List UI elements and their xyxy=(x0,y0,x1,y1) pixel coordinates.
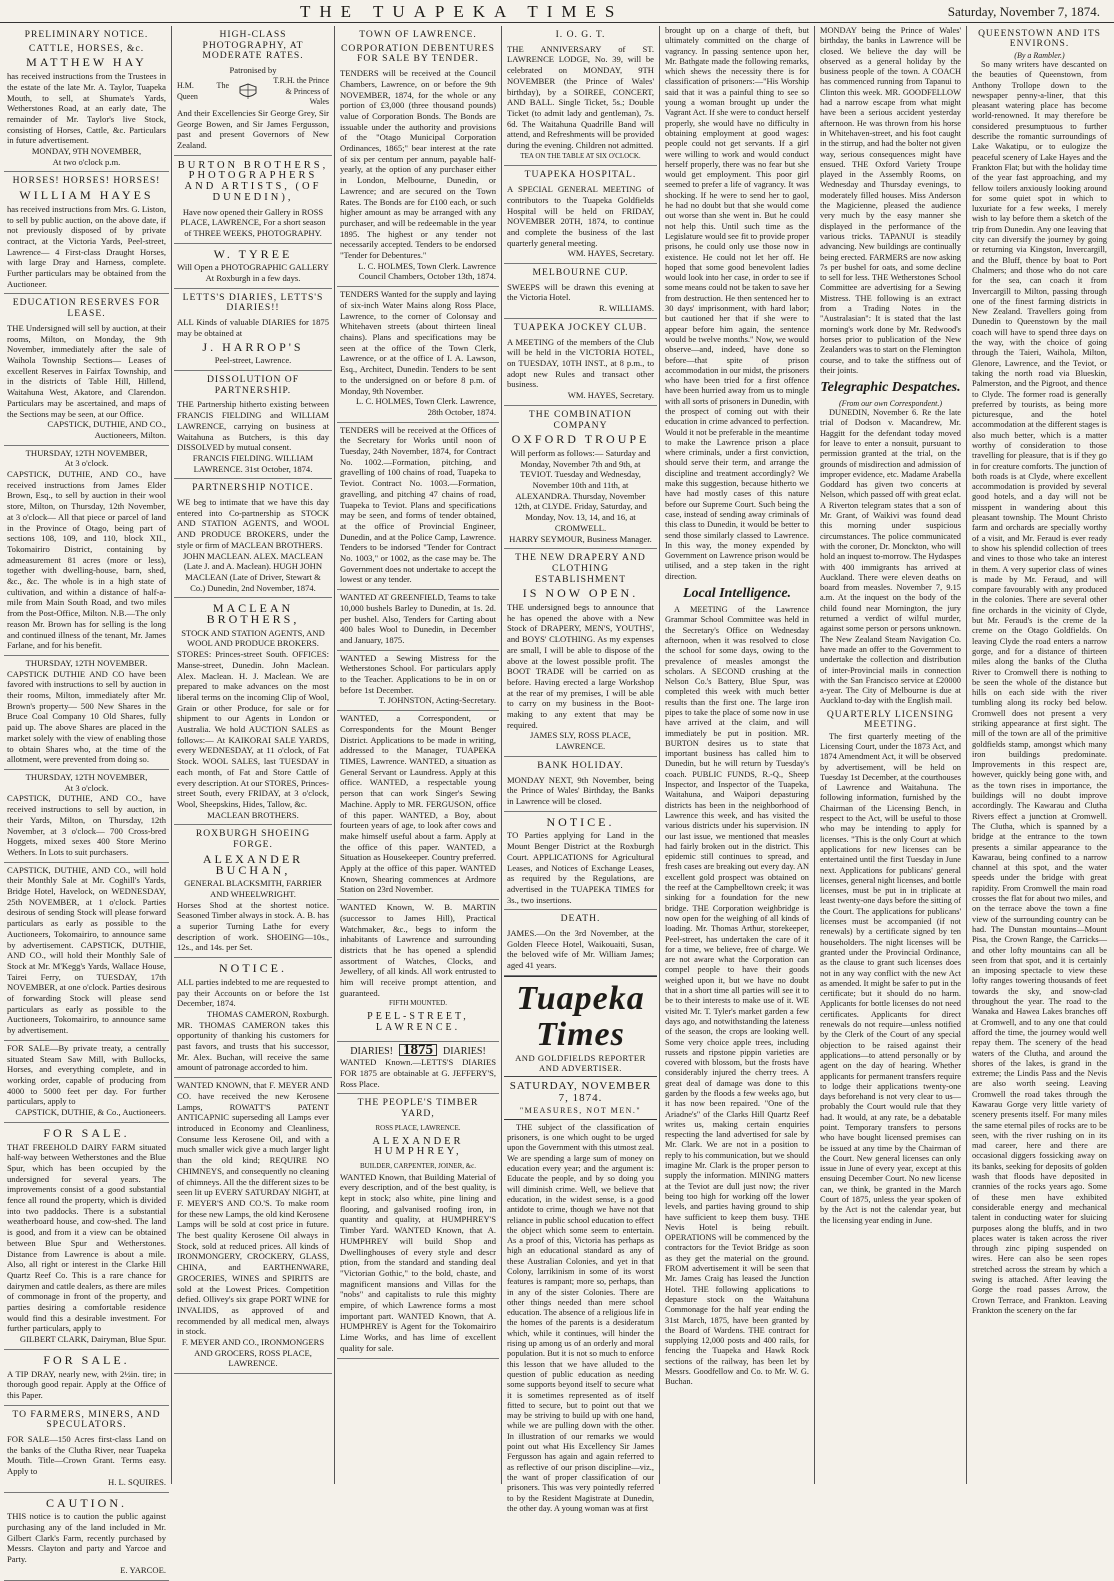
ad-signature: GILBERT CLARK, Dairyman, Blue Spur. xyxy=(19,1334,166,1345)
ad-body: has received instructions from the Trustees in the estate of the late Mr. A. Taylor, Tuapeka Mouth, to sell, at Shumate's Yards, Wetherstones Road, at an early date, The remainder of Mr. Taylor's live Stock, consisting of Horses, Cattle, &c. Particulars in future advertisement. xyxy=(7,71,166,146)
ad-signature: T. JOHNSTON, Acting-Secretary. xyxy=(378,695,496,706)
ad-photography xyxy=(174,26,332,156)
ad-maclean-brothers xyxy=(174,598,332,825)
ad-signature: WM. HAYES, Secretary. xyxy=(567,248,654,259)
ad-melbourne-cup xyxy=(504,264,657,319)
ad-signature: MACLEAN BROTHERS. xyxy=(207,809,299,820)
ad-heading: EDUCATION RESERVES FOR LEASE. xyxy=(12,297,161,320)
ad-signature: CAPSTICK, DUTHIE, & Co., Auctioneers. xyxy=(15,1107,166,1118)
nameplate-subtitle: AND GOLDFIELDS REPORTER AND ADVERTISER. xyxy=(515,1052,646,1073)
ad-banner: IS NOW OPEN. xyxy=(522,586,639,601)
column-rule xyxy=(814,26,815,1484)
ad-subheading: FIFTH MOUNTED. xyxy=(389,999,447,1008)
ad-body: JAMES.—On the 3rd November, at the Golden Fleece Hotel, Waikouaiti, Susan, the beloved wife of Mr. William James; aged 41 years. xyxy=(507,928,654,971)
ad-heading: CAUTION. xyxy=(46,1495,127,1510)
ad-wanted xyxy=(337,711,499,900)
ad-date: THURSDAY, 12TH NOVEMBER. xyxy=(25,657,148,668)
column-3 xyxy=(337,26,499,1484)
ad-dairy-farm xyxy=(4,1123,169,1350)
ad-body: A MEETING of the members of the Club will be held in the VICTORIA HOTEL, on TUESDAY, 10TH INST., at 8 p.m., to adopt new Rules and transact other business. xyxy=(507,336,654,390)
ad-notice-land xyxy=(504,812,657,911)
masthead-date: Saturday, November 7, 1874. xyxy=(947,4,1100,19)
local-notes-continued: MONDAY being the Prince of Wales' birthday, the banks in Lawrence will be closed. We believe the day will be observed as a general holiday by the business people of the town. A COACH has commenced running from Tapanui to Clinton this week. MR. GOODFELLOW had a narrow escape from what might have been a serious accident yesterday afternoon. He was thrown from his horse in Whitehaven-street, and his foot caught in the stirrup, and had the bolter not given way, serious consequences might have ensued. THE Oxford Variety Troupe played in the Assembly Rooms, on Wednesday and Thursday evenings, to moderately filled houses. Miss Anderson the Magicienne, pleased the audience very much by the easy manner she displayed in the performance of the various tricks. TAPANUI is steadily advancing. New buildings are continually being erected. FARMERS are now asking 7s per bushel for oats, and some decline to sell for less. THE Wetherstones School Committee are advertising for a Sewing Mistress. THE following is an extract from a Trading Notes in the "Australasian": It is stated that the last morning's work done by Mr. Redwood's horses prior to publication of the New Zealanders was to start on the Flemington course, and to take the stiffness out of their joints. xyxy=(820,26,961,375)
ad-body: Have now opened their Gallery in ROSS PLACE, LAWRENCE, For a short season of THREE WEEKS, PHOTOGRAPHY. xyxy=(180,206,326,238)
ad-thursday-land-sale xyxy=(4,446,169,656)
ad-body: Horses Shod at the shortest notice. Seasoned Timber always in stock. A. B. has a superior Turning Lathe for every description of work. SHOEING—10s., 12s., and 14s. per Set. xyxy=(177,899,329,953)
diaries-year: 1875 xyxy=(399,1044,437,1057)
ad-oxford-troupe xyxy=(504,406,657,549)
ad-body: THE undersigned begs to announce that he has opened the above with a New Stock of DRAPERY, MEN'S, YOUTHS', and BOYS' CLOTHING. As my expenses are small, I will be able to dispose of the above at the lowest possible profit. The BOOT TRADE will be carried on as before. Having erected a large Workshop at the rear of my premises, I will be able to carry on my business in the Boot-making to any extent that may be required. xyxy=(507,602,654,730)
ad-auctioneer-name: MATTHEW HAY xyxy=(26,55,147,70)
ad-body: Will perform as follows:— Saturday and Monday, November 7th and 9th, at TEVIOT. Tuesday and Wednesday, November 10th and 11th, at ALEXANDRA. Thursday, November 12th, at CLYDE. Friday, Saturday, and Monday, Nov. 13, 14, and 16, at CROMWELL. xyxy=(510,447,651,533)
ad-iogt xyxy=(504,26,657,166)
ad-signature: R. WILLIAMS. xyxy=(599,303,654,314)
local-intelligence-heading: Local Intelligence. xyxy=(682,586,792,602)
ad-body: TENDERS Wanted for the supply and laying of six-inch Water Mains along Ross Place, Lawrence, to the corner of Colonsay and Whitehaven streets (about thirteen lineal chains). Plans and specifications may be seen at the office of the Town Clerk, Lawrence, or at the office of I. A. Lawson, Esq., Architect, Dunedin. Tenders to be sent to the undersigned on or before 8 p.m. of Monday, 9th November. xyxy=(340,289,496,396)
ad-farmers xyxy=(4,1406,169,1493)
ad-body: THIS notice is to caution the public against purchasing any of the land included in Mr. Gilbert Clark's Farm, recently purchased by Messrs. Clayton and party and Yarcoe and Party. xyxy=(7,1511,166,1565)
ad-water-mains xyxy=(337,287,499,422)
ad-meyer xyxy=(174,1078,332,1374)
ad-tyree xyxy=(174,244,332,289)
ad-body: WANTED Known, W. B. MARTIN (successor to James Hill), Practical Watchmaker, &c., begs to inform the inhabitants of Lawrence and surrounding districts that he has opened a splendid assortment of Watches, Clocks, and Jewellery, of all kinds. All work entrusted to him will receive prompt attention, and guaranteed. xyxy=(340,902,496,998)
ad-body: WANTED KNOWN, that F. MEYER AND CO. have received the new Kerosene Lamps, ROWATT'S PATENT ANTICAPNIC superseding all Lamps ever introduced in Economy and Cleanliness, Consume less Kerosene Oil, and with a much smaller wick give a much larger light than the old kind; REQUIRE NO CHIMNEYS, and consequently no cleaning of chimneys. All the the different sizes to be seen lit up EVERY SATURDAY NIGHT, at F. MEYER'S AND CO.'S. To make room for these new Lamps, the old kind Kerosene Lamps will be sold at cost price in future. The best quality Kerosene Oil always in Stock, sold at reduced prices. All kinds of IRONMONGERY, CROCKERY, GLASS, CHINA, and EARTHENWARE, GROCERIES, WINES and SPIRITS are sold at the Lowest Prices. Competition defied. Ollivey's six grape PORT WINE for INVALIDS, as approved of and recommended by all medical men, always in stock. xyxy=(177,1080,329,1337)
queenstown-byline: (By a Rambler.) xyxy=(1014,51,1065,60)
ad-caution xyxy=(4,1493,169,1581)
ad-body: WE beg to intimate that we have this day entered into Co-partnership as STOCK AND STATION AGENTS, and WOOL AND PRODUCE BROKERS, under the style or firm of MACLEAN BROTHERS. xyxy=(177,497,329,550)
ad-address: Peel-street, Lawrence. xyxy=(214,355,292,366)
ad-signature: JOHN MACLEAN. ALEX. MACLEAN (Late J. and A. Maclean). HUGH JOHN MACLEAN (Late of Driver, Stewart & Co.) Dunedin, 2nd November, 1874. xyxy=(182,550,324,593)
ad-body: ALL Kinds of valuable DIARIES for 1875 may be obtained at xyxy=(177,317,329,338)
ad-firm-name: W. TYREE xyxy=(213,246,293,261)
ad-signature: FRANCIS FIELDING. WILLIAM LAWRENCE. 31st October, 1874. xyxy=(192,452,314,474)
ad-body: FOR SALE—150 Acres first-class Land on the banks of the Clutha River, near Tuapeka Mouth. Title—Crown Grant. Terms easy. Apply to xyxy=(7,1434,166,1477)
ad-heading: PRELIMINARY NOTICE. xyxy=(24,29,149,40)
ad-body: WANTED Known.—LETTS'S DIARIES FOR 1875 are obtainable at G. JEFFERY'S, Ross Place. xyxy=(340,1057,496,1089)
ad-body: CAPSTICK, DUTHIE, AND CO., have received instructions to sell by auction, in their Yards, Milton, on Thursday, 12th November, at 3 o'clock— 700 Cross-bred Hoggets, mixed sexes 400 Store Merino Wethers. In Lots to suit purchasers. xyxy=(7,793,166,857)
column-rule xyxy=(501,26,502,1484)
ad-heading: FOR SALE. xyxy=(43,1352,130,1367)
diaries-left: DIARIES! xyxy=(350,1045,393,1057)
column-2 xyxy=(174,26,332,1484)
ad-body: CAPSTICK, DUTHIE, AND CO., have received instructions from James Elder Brown, Esq., to sell by auction in their wool store, Milton, on Thursday, 12th November, at 3 o'clock— All that piece or parcel of land in the Province of Otago, being part of sections 108, 109, and 110, block XII., Tokomairiro District, containing by admeasurement 81 acres (more or less), together with dwelling-house, barn, shed, &c., &c. The whole is in a high state of cultivation, and within a distance of half-a-mile from Main South Road, and two miles from the Post-Office, Milton. N.B.—The only reason Mr. Brown has for selling is the long and continued illness of the tenant, Mr. James Farlane, and for his benefit. xyxy=(7,469,166,651)
royal-crest-icon xyxy=(237,83,259,101)
ad-dissolution xyxy=(174,371,332,479)
ad-signature: WM. HAYES, Secretary. xyxy=(567,390,654,401)
column-6 xyxy=(817,26,964,1484)
editorial-continued: brought up on a charge of theft, but ultimately committed on the charge of vagrancy. In passing sentence upon her, Mr. Bathgate made the following remarks, which shews the necessity there is for classification of prisoners:—"His Worship said that it was a painful thing to see so young a woman brought up under the Vagrant Act. If she were to conduct herself properly, she would have no difficulty in obtaining employment at good wages: people could not get servants. If a girl were willing to work and would conduct herself properly, there was no fear but she would get employment. This poor girl seemed to prefer a life of vagrancy. It was shocking. If he were to send her to gaol, he had no doubt but that she would come out worse than she went in. But he could not help this. Until such time as the Legislature would see fit to provide proper prisons, he could only use those now in existence. He could not let her off. He hoped that some good benevolent ladies would look into her case, in order to see if some means could not be taken to save her from destruction. He then sentenced her to 30 days' imprisonment, with hard labor; but cautioned her that if she were to appear before him again, the sentence would be twelve months." Now, we would observe—and, indeed, have done so before—that spite of prison accommodation in our midst, the prisoners who have been tried for a first offence have been hurried away from us to mingle with all sorts of prisoners in Dunedin, with the prospect of coming out with their education in crime advanced to perfection. Would it not be preferable in the meantime to make the Lawrence prison a place where criminals, under a first conviction, should serve their term, and arrange the discipline and treatment accordingly? We make this suggestion, because hitherto we have had mostly cases of this nature before our Supreme Court. Such being the case, instead of sending away criminals of this class to Dunedin, it would be better to send those similarly classed to Lawrence. In this way, the money expended by Government on Lawrence prison would be utilised, and a step taken in the right direction. xyxy=(665,26,809,581)
ad-body: has received instructions from Mrs. G. Liston, to sell by public auction, on the above date, if not previously disposed of by private contract, at the Victoria Yards, Peel-street, Lawrence— 4 First-class Draught Horses, with large Dray and Harness, complete. Further particulars may be obtained from the Auctioneer. xyxy=(7,203,166,289)
ad-heading: I. O. G. T. xyxy=(555,29,606,40)
queenstown-heading: QUEENSTOWN AND ITS ENVIRONS. xyxy=(978,29,1101,49)
ad-body: Will Open a PHOTOGRAPHIC GALLERY At Roxburgh in a few days. xyxy=(177,262,329,284)
ad-road-tenders xyxy=(337,423,499,591)
ad-signature: CAPSTICK, DUTHIE, AND CO., Auctioneers, Milton. xyxy=(47,419,166,440)
column-7 xyxy=(969,26,1110,1484)
ad-body: A TIP DRAY, nearly new, with 2½in. tire; in thorough good repair. Apply at the Office of this Paper. xyxy=(7,1368,166,1400)
diaries-banner xyxy=(340,1041,496,1058)
ad-jockey-club xyxy=(504,319,657,406)
ad-heading: FOR SALE. xyxy=(43,1125,130,1140)
column-rule xyxy=(334,26,335,1484)
royal-arms-row xyxy=(177,76,329,108)
nameplate xyxy=(504,976,657,1120)
ad-subheading: CORPORATION DEBENTURES FOR SALE BY TENDER. xyxy=(341,42,495,65)
ad-trade: BUILDER, CARPENTER, JOINER, &c. xyxy=(359,1161,477,1170)
ad-signature: J. HARROP'S xyxy=(202,339,304,354)
ad-heading: THE PEOPLE'S TIMBER YARD, xyxy=(357,1097,479,1120)
ad-body: THE ANNIVERSARY of ST. LAWRENCE LODGE, No. 39, will be celebrated on MONDAY, 9TH NOVEMBER (the Prince of Wales' birthday), by a SOIREE, CONCERT, AND BALL. Single Ticket, 5s.; Double Ticket (to admit lady and gentleman), 7s. 6d. The Waitahuna Quadrille Band will attend, and Refreshments will be provided during the evening. Children not admitted. xyxy=(507,43,654,151)
ad-subheading: GENERAL BLACKSMITH, FARRIER AND WHEELWRIGHT. xyxy=(184,878,322,899)
ad-date: THURSDAY, 12TH NOVEMBER, xyxy=(25,447,148,458)
ad-address: PEEL-STREET, LAWRENCE. xyxy=(367,1011,469,1033)
ad-signature: F. MEYER AND CO., IRONMONGERS AND GROCERS, ROSS PLACE, LAWRENCE. xyxy=(181,1337,325,1369)
ad-firm-name: OXFORD TROUPE xyxy=(511,432,650,447)
ad-body-2: MR. THOMAS CAMERON takes this opportunity of thanking his customers for past favors, and trusts that his successor, Mr. Alex. Buchan, will receive the same amount of patronage accorded to him. xyxy=(177,1019,329,1073)
ad-monthly-sales xyxy=(4,863,169,1041)
ad-body: THAT FREEHOLD DAIRY FARM situated half-way between Wetherstones and the Blue Spur, which has been occupied by the undersigned for several years. The improvements consist of a good substantial fence all round the property, which is divided into two paddocks. There is a substantial weatherboard house, and cow-shed. The land is good, and from it a view can be obtained between Blue Spur and Wetherstones. Distance from Lawrence is about a mile. Also, all right or interest in the Clarke Hill Quartz Reef Co. This is a rare chance for dairymen and cattle dealers, as there are miles of commonage in front of the property, and parties desiring a comfortable residence would find this a desirable investment. For further particulars, apply to xyxy=(7,1141,166,1334)
ad-firm-name: ALEXANDER BUCHAN, xyxy=(202,851,304,877)
ad-body: TENDERS will be received at the Offices of the Secretary for Works until noon of Tuesday, 24th November, 1874, for Contract No. 1002.—Formation, pitching, and gravelling of 100 chains of road, Tuapeka to Teviot. Contract No. 1003.—Formation, gravelling, and pitching 47 chains of road, Tuapeka to Teviot. Plans and specifications may be seen, and forms of tender obtained, at the office of Provincial Engineer, Dunedin, and at the Police Camp, Lawrence. Tenders to be indorsed "Tender for Contract No. 1003," or 1002, as the case may be. The Government does not undertake to accept the lowest or any tender. xyxy=(340,424,496,585)
ad-time: At two o'clock p.m. xyxy=(52,156,121,167)
ad-signature: HARRY SEYMOUR, Business Manager. xyxy=(509,533,652,544)
ad-signature: H. L. SQUIRES. xyxy=(107,1476,166,1487)
nameplate-date: SATURDAY, NOVEMBER 7, 1874. xyxy=(504,1076,657,1104)
quarterly-heading: QUARTERLY LICENSING MEETING. xyxy=(826,709,955,730)
telegraphic-subheading: (From our own Correspondent.) xyxy=(839,399,942,409)
column-rule xyxy=(966,26,967,1484)
telegraphic-heading: Telegraphic Despatches. xyxy=(820,380,961,396)
ad-heading: NOTICE. xyxy=(219,961,287,976)
ad-horses xyxy=(4,172,169,294)
diaries-right: DIARIES! xyxy=(443,1045,486,1057)
ad-body: THE Partnership hitherto existing between FRANCIS FIELDING and WILLIAM LAWRENCE, carrying on business at Waitahuna as Butchers, is this day DISSOLVED by mutual consent. xyxy=(177,399,329,453)
ad-heading: PARTNERSHIP NOTICE. xyxy=(192,482,314,494)
ad-heading: MELBOURNE CUP. xyxy=(532,267,629,279)
ad-signature: L. C. HOLMES, Town Clerk. Lawrence, 28th October, 1874. xyxy=(355,396,496,417)
columns xyxy=(4,26,1110,1575)
column-1 xyxy=(4,26,169,1575)
ad-thursday-shares xyxy=(4,656,169,770)
ad-tip-dray xyxy=(4,1350,169,1406)
ad-body: WANTED a Sewing Mistress for the Wetherstones School. For particulars apply to the Teacher. Applications to be in on or before 1st December. xyxy=(340,652,496,695)
ad-body: WANTED Known, that Building Material of every description, and of the best quality, is kept in stock; also white, pine lining and flooring, and galvanised roofing iron, in quantity and quality, at HUMPHREY'S Timber Yard. WANTED Known, that A. HUMPHREY will build Shop and Dwellinghouses of every style and descr ption, from the standard and standing deal "Victorian Gothic," to the bold, chaste, and magnificent mansions and Villas for the "nobs" and capitalists to rule this mighty empire, of which Lawrence forms a most important part. WANTED Known, that A. HUMPHREY is Agent for the Tokomairiro Lime Works, and has lime of excellent quality for sale. xyxy=(340,1171,496,1353)
ad-martin-watchmaker xyxy=(337,900,499,1041)
ad-heading: TUAPEKA JOCKEY CLUB. xyxy=(513,321,648,333)
ad-body: ALL parties indebted to me are requested to pay their Accounts on or before the 1st December, 1874. xyxy=(177,976,329,1009)
ad-heading: ROXBURGH SHOEING FORGE. xyxy=(195,828,311,851)
ad-saw-mill xyxy=(4,1041,169,1123)
ad-hospital xyxy=(504,166,657,264)
ad-drapery xyxy=(504,549,657,757)
ad-heading: DEATH. xyxy=(560,913,601,925)
ad-heading: TO FARMERS, MINERS, AND SPECULATORS. xyxy=(12,1408,161,1431)
ad-signature: JAMES SLY, ROSS PLACE, LAWRENCE. xyxy=(530,730,631,752)
ad-heading: HORSES! HORSES! HORSES! xyxy=(12,175,161,187)
ad-heading: BANK HOLIDAY. xyxy=(537,759,624,771)
ad-body: MONDAY NEXT, 9th November, being the Prince of Wales' Birthday, the Banks in Lawrence will be closed. xyxy=(507,774,654,806)
ad-heading: TUAPEKA HOSPITAL. xyxy=(524,169,637,181)
ad-heading: HIGH-CLASS PHOTOGRAPHY, AT MODERATE RATES. xyxy=(202,29,304,62)
queenstown-text: So many writers have descanted on the beauties of Queenstown, from Anthony Trollope down to the newspaper penny-a-liner, that this pleasant watering place has become world-renowned. It may therefore be considered presumptuous to further describe the romantic surroundings of Lake Wakatipu, or to eulogize the peaceful scenery of Lake Hayes and the Frankton Flat; but with the holiday time of the year fast approaching, and my fellow toilers anxiously looking around for some quiet spot in which to luxuriate for a few weeks, I merely wish to lay before them a sketch of the trip from Dunedin. Any one leaving that city can diversify the journey by going or returning via Kingston, Invercargill, and the Bluff, thence by boat to Port Chalmers; and those who do not care for the sea, can coach it from Invercargill to Milton, passing through one of the finest farming districts in New Zealand. Travellers going from Dunedin to Queenstown by the mail coach will have to spend three days on the way, with the choice of going through the Taieri, Waihola, Milton, Glenore, Lawrence, and the Teviot, or taking the north road via Blueskin, Palmerston, and the Pigroot, and thence to Clyde. The former road is generally preferred by tourists, as being more picturesque, and the hotel accommodation at the different stages is also much better, which is a matter worthy of consideration to those travelling for pleasure, that is if they go in for creature comforts. The junction of both roads is at Clyde, where excellent accommodation is provided by several good hotels, and a day will not be misspent in wandering about this pleasant township. The Mount Christo farm and orchards are specially worthy of a visit, and Mr. Feraud is ever ready to show his splendid collection of trees and vines to those who take an interest in them. A very superior class of wines is made by Mr. Feraud, and will compare favourably with any produced in the colonies. There are several other fine orchards in the vicinity of Clyde, but Mr. Feraud's is the creme de la creme on the Otago Goldfields. On leaving Clyde the road enters a narrow gorge, and for a distance of thirteen miles along the banks of the Clutha River to Cromwell there is nothing to be seen the whole of the distance but hills on each side with the river tumbling along its rocky bed below. Cromwell does not present a very striking appearance at first sight. The mill of the town are all of the primitive goldfields stamp, amongst which many iron buildings predominate. Improvements in this respect are, however, quickly being gone with, and as the town rises in importance, the buildings will no doubt improve accordingly. The Kawarau and Clutha Rivers effect a junction at Cromwell. The Clutha, which is spanned by a bridge at the entrance to the town presents a similar appearance to the Kawarau, being confined to a narrow channel at this spot, and the water speeds under the bridge with great rapidity. From Cromwell the main road crosses the flat for about two miles, and on the terrace above the town a fine view of the surrounding country can be had. The Dunstan mountains—Mount Pisa, the Crown Range, the Carricks—and other lofty mountains can all be seen from that spot, and it is certainly an imposing spectacle to view these lofty ranges towering thousands of feet towards the sky, and snow-clad throughout the year. The road to the Wanaka and Hawea Lakes branches off at Cromwell, and to any one that could afford the time, the journey would well repay them. The scenery of the head waters of the Clutha, and around the shores of the lakes, is grand in the extreme; the Lindis Pass and the Nevis are also worth seeing. Leaving Cromwell the road takes through the Kawarau Gorge very little variety of scenery presents itself. For many miles the same eternal piles of rocks are to be seen, with the river rushing on in its mad career, here and there are occasional diggers fossicking away on its banks, seeking for deposits of golden wash that floods have deposited in crannies of the rocks years ago. Some of these men have exhibited considerable energy and mechanical talent in conducting water for sluicing purposes along the bluffs, and in two places water is taken across the river through zinc piping suspended on wires. Here can also be seen ropes stretched across the stream by which a swing is attached. After leaving the Gorge the road passes Arrow, the Crown Terrace, and Frankton. Leaving Frankton the scenery on the far xyxy=(972,60,1107,1315)
masthead xyxy=(0,0,1114,23)
ad-preliminary-notice xyxy=(4,26,169,172)
ad-sewing-mistress xyxy=(337,651,499,712)
ad-firm-name: BURTON BROTHERS, PHOTOGRAPHERS AND ARTISTS, (OF DUNEDIN), xyxy=(177,159,329,203)
ad-heading: DISSOLUTION OF PARTNERSHIP. xyxy=(206,373,300,396)
ad-subheading: CATTLE, HORSES, &c. xyxy=(28,42,145,54)
ad-date: MONDAY, 9TH NOVEMBER, xyxy=(31,146,142,157)
ad-heading: THE NEW DRAPERY AND CLOTHING ESTABLISHMENT xyxy=(515,552,646,585)
patron-left: H.M. The Queen xyxy=(177,81,229,101)
ad-heading: LETTS'S DIARIES, LETTS'S DIARIES!! xyxy=(182,291,324,314)
ad-death xyxy=(504,910,657,976)
ad-signature: THOMAS CAMERON, Roxburgh. xyxy=(206,1008,329,1019)
ad-body: A SPECIAL GENERAL MEETING of contributors to the Tuapeka Goldfields Hospital will be held on FRIDAY, NOVEMBER 20TH, 1874, to continue and complete the business of the last quarterly general meeting. xyxy=(507,184,654,248)
ad-subheading: STOCK AND STATION AGENTS, AND WOOL AND PRODUCE BROKERS. xyxy=(181,627,325,649)
patron-right: T.R.H. the Prince & Princess of Wales xyxy=(273,75,329,107)
ad-body: SWEEPS will be drawn this evening at the Victoria Hotel. xyxy=(507,281,654,303)
ad-patron-line: Patronised by xyxy=(229,65,277,76)
quarterly-text: The first quarterly meeting of the Licensing Court, under the 1873 Act, and 1874 Amendment Act, it will be observed by advertisement, will be held on Tuesday 1st December, at the courthouses of Lawrence and Waitahuna. The following information, furnished by the Chairman of the Licensing Bench, in respect to the Act, will be useful to those who may be intending to apply for licenses. "This is the only Court at which applications for new licenses can be entertained until the first Tuesday in June next. Applications for publicans' general licenses, general night licenses, and bottle licenses, must be put in in triplicate at least twenty-one days before the sitting of the Court. The applications for publicans' licenses must be accompanied (if not renewals) by a certificate signed by ten householders. The night licenses will be granted under the Provincial Ordinance, as the clause to grant such licenses does not in any way conflict with the new Act as amended. It might be safer to put in the certificate; but it should do no harm. Applicants for bottle licenses do not need certificates. Applicants for direct renewals do not require—unless notified by the Clerk of the Court of any special objection to be raised against their applications—to attend personally or by agent on the day of hearing. Whether applicants for permanent transfers require to lodge their applications twenty-one days beforehand is not very clear to us—probably the Court would rule that they had. It would, at any rate, be a debatable point. Temporary transfers to persons who have bought licensed premises can be issued at any time by the Chairman of the Court. New general licenses can only issue in June of every year, except at this ensuing December Court. No new license can, we think, be granted in the March Court of 1875, unless the year spoken of by the Act is not the calendar year, but the licensing year ending in June. xyxy=(820,731,961,1225)
column-5 xyxy=(662,26,812,1484)
ad-time: At 3 o'clock. xyxy=(64,782,109,793)
ad-body: STORES: Princes-street South. OFFICES: Manse-street, Dunedin. John Maclean. Alex. Maclean. H. J. Maclean. We are prepared to make advances on the most liberal terms on the incoming Clip of Wool, Grain or other Produce, for sale or for shipment to our Agents in London or Australia. We hold AUCTION SALES as follows:— At KAIKORAI SALE YARDS, every WEDNESDAY, at 11 o'clock, of Fat Stock. WOOL SALES, last TUESDAY in each month, of Fat and Store Cattle of every description. At our STORES, Princes-street South, every FRIDAY, at 3 o'clock, Wool, Sheepskins, Hides, Tallow, &c. xyxy=(177,649,329,809)
editorial-paragraph: THE subject of the classification of prisoners, is one which ought to be urged upon the Government with this utmost zeal. We are spending a large sum of money on education every year; and the argument is: Educate the people, and by so doing you will diminish crime. Well, we believe that education, in the widest sense, is a good antidote to crime, though we have not that reliance in public school education to effect the object which some seem to entertain. As a proof of this, Victoria has perhaps as high an educational standard as any of these Australian Colonies, and yet in that Colony, larrikinism in some of its worst features is rampant; more so, perhaps, than in any of the sister Colonies. There are other things needed than mere school education. The absence of a religious life in the homes of the parents is a desideratum which, while it continues, will hinder the rising up among us of an orderly and moral population. But it is not so much to enforce this lesson that we have alluded to the question of public education as needing some supports beyond itself to secure what it is sometimes represented as of itself fitted to secure, but to point out that we may be striving to build up with one hand, while we are pulling down with the other. In illustration of our remarks we would point out what His Excellency Sir James Fergusson has again and again referred to as reflective of our prison discipline—viz., the want of proper classification of our prisoners. This was very pointedly referred to by the Resident Magistrate at Dunedin, the other day. A young woman was at first xyxy=(507,1122,654,1513)
ad-diaries-1875 xyxy=(337,1042,499,1095)
ad-body: WANTED, a Correspondent, or Correspondents for the Mount Benger District. Applications to be made in writing, addressed to the Manager, TUAPEKA TIMES, Lawrence. WANTED, a situation as General Servant or Laundress. Apply at this office. WANTED, a respectable young person that can work Singer's Sewing Machine. Apply to MR. FERGUSON, office of this paper. WANTED, a Boy, about fourteen years of age, to look after cows and make himself useful about a farm. Apply at the office of this paper. WANTED, a Situation as Housekeeper. Country preferred. Apply at the office of this paper. WANTED Known, Shearing commences at Ardmore Station on 23rd November. xyxy=(340,713,496,895)
telegraphic-text: DUNEDIN, November 6. Re the late trial of Dodson v. Macandrew, Mr. Haggitt for the defendant today moved for leave to enter a nonsuit, pursuant to permission granted at the trial, on the grounds of misdirection and admission of improper evidence, etc. Madame Arabella Goddard has given two concerts at Nelson, which passed off with great eclat. A Riverton telegram states that a son of Mr. Grant, of Waikivi was found dead this morning under suspicious circumstances. The police communicated with the coroner, Dr. Monckton, who will hold an inquest to-morrow. The Hydaspes with 400 immigrants has arrived at Auckland. There were eleven deaths on board from measles. November 7, 9.15 a.m. At the inquest on the body of the child found near Mornington, the jury returned a verdict of wilful murder, against some person or persons unknown. The New Zealand Steam Navigation Co. have made an offer to the Government to undertake the collection and distribution of inter-Provincial mails in connection with the San Francisco service at £20000 a-year. The City of Melbourne is due at Auckland to-day with the English mail. xyxy=(820,408,961,706)
ad-time: At 3 o'clock. xyxy=(64,458,109,469)
local-intelligence-text: A MEETING of the Lawrence Grammar School Committee was held in the Secretary's Office on Wednesday afternoon, when it was resolved to close the school for some days, owing to the prevalence of measles amongst the scholars. A SECOND crushing at the Nelson Co.'s Battery, Blue Spur, was completed this week with much better results than the first one. The large iron pipes to take the place of some now in use have arrived at the claim, and will immediately be put in position. MR. BURTON desires us to state that important business has called him to Dunedin, but he will return by Tuesday's coach. PUBLIC FUNDS, R.-Q., Sheep Inspector, and Inspector of the Tuapeka, Waitahuna, and Waipori depasturing districts has been in the neighborhood of Lawrence this week, and has visited the various districts under his supervision. IN our last issue, we mentioned that measles had fairly broken out in the district. This epidemic still continues to spread, and fresh cases are breaking out every day. AN excellent gold prospect was obtained on the reef at the Campbelltown creek; it was sinking for a foundation for the new bridge. THE Corporation weighbridge is now open for the weighing of all kinds of loading. Mr. Thomas Arthur, storekeeper, Peel-street, has undertaken the care of it for a time, we believe, free of charge. We are not aware what the Corporation can compel people to have their goods weighed upon it, but we have no doubt that in a short time all parties will see it to be to their interests to make use of it. WE visited Mr. T. Tyler's market garden a few days ago, and notwithstanding the lateness of the season, the crops are looking well. Some very choice apple trees, including russets and ripstone pippin varieties are covered with blossom, but the frosts have considerably injured the cherry trees. A great deal of damage was done to this garden by the floods a few weeks ago, but it has now been repaired. "One of the Ariadne's" of the Clarks Hill Quartz Reef writes us, making certain enquiries respecting the land advertised for sale by Mr. Clark. We are not in a position to reply to his communication, but we should imagine Mr. Clark is the proper person to supply the information. MINING matters at the Teviot are dull just now; the river being too high for working off the lower levels, and parties having ground to ship have sufficient to keep them busy. THE Nevis Hotel is being rebuilt. OPERATIONS will be commenced by the contractors for the Teviot Bridge as soon as they get the material on the ground. FROM advertisement it will be seen that Mr. James Craig has leased the Junction Hotel. THE following applications to depasture stock on the Waitahuna Commonage for the half year ending the 31st March, 1875, have been granted by the Board of Wardens. THE contract for supplying 12,000 posts and 400 rails, for fencing the Tuapeka and Hawk Rock sections of the railway, has been let by Messrs. Goodfellow and Co. to Mr. W. G. Buchan. xyxy=(665,605,809,1387)
ad-bank-holiday xyxy=(504,757,657,812)
ad-heading: TOWN OF LAWRENCE. xyxy=(359,29,477,40)
ad-signature: E. YARCOE. xyxy=(120,1564,166,1575)
ad-subheading: ROSS PLACE, LAWRENCE. xyxy=(375,1123,461,1132)
nameplate-motto: "MEASURES, NOT MEN." xyxy=(519,1105,642,1115)
ad-firm-name: MACLEAN BROTHERS, xyxy=(206,601,300,627)
ad-burton-brothers xyxy=(174,156,332,244)
masthead-title: THE TUAPEKA TIMES xyxy=(300,2,624,21)
column-rule xyxy=(171,26,172,1484)
ad-body: CAPSTICK DUTHIE AND CO have been favored with instructions to sell by auction in their rooms, Milton, immediately after Mr. Brown's property— 500 New Shares in the Bruce Coal Company 10 Old Shares, fully paid up. The above Shares are placed in the market solely with the view of enabling those to obtain Shares who, at the time of the allotment, were prevented from doing so. xyxy=(7,668,166,765)
ad-heading: NOTICE. xyxy=(546,814,615,829)
ad-date: THURSDAY, 12TH NOVEMBER, xyxy=(25,772,148,782)
ad-partnership xyxy=(174,479,332,598)
nameplate-title: Tuapeka Times xyxy=(516,979,645,1053)
ad-body: TENDERS will be received at the Council Chambers, Lawrence, on or before the 9th NOVEMBER, 1874, for the whole or any portion of £3,000 (three thousand pounds) value of Corporation Bonds. The Bonds are issuable under the authority and provisions of the "Otago Municipal Corporation Ordinances, 1865;" bear interest at the rate of six per centum per annum, payable half-yearly, at the option of any purchaser either in London, Melbourne, Dunedin, or Lawrence; and are secured on the Town Rates. The Bonds are for £100 each, or such higher amount as may be arranged with any purchaser, and will be redeemable in the year 1895. The highest or any tender not necessarily accepted. Tenders to be endorsed "Tender for Debentures." xyxy=(340,68,496,261)
ad-body: WANTED AT GREENFIELD, Teams to take 10,000 bushels Barley to Dunedin, at 1s. 2d. per bushel. Also, Tenders for Carting about 400 bales Wool to Dunedin, in December and January, 1875. xyxy=(340,592,496,645)
ad-subheading: TEA ON THE TABLE AT SIX O'CLOCK. xyxy=(520,151,641,160)
ad-body: TO Parties applying for Land in the Mount Benger District at the Roxburgh Court. APPLICATIONS for Agricultural Leases, and Notices of Exchange Leases, as required by the Regulations, are advertised in the TUAPEKA TIMES for 3s., two insertions. xyxy=(507,830,654,905)
ad-body: THE Undersigned will sell by auction, at their rooms, Milton, on Monday, the 9th November, immediately after the sale of Waihola Township Sections— Leases of excellent Reserves in Fairfax Township, and in the districts of Table Hill, Hillend, Waitahuna West, Akatore, and Clarendon. Particulars may be ascertained, and maps of the Sections may be seen, at our Office. xyxy=(7,322,166,419)
ad-timber-yard xyxy=(337,1094,499,1358)
ad-body: And their Excellencies Sir George Grey, Sir George Bowen, and Sir James Fergusson, past and present Governors of New Zealand. xyxy=(177,107,329,151)
column-4 xyxy=(504,26,657,1513)
ad-notice-cameron xyxy=(174,958,332,1078)
ad-education-reserves xyxy=(4,294,169,445)
ad-body: FOR SALE—By private treaty, a centrally situated Steam Saw Mill, with Bullocks, Horses, and everything complete, and in working order, capable of producing from 4000 to 5000 feet per day. For further particulars, apply to xyxy=(7,1042,166,1107)
ad-letts-diaries xyxy=(174,289,332,371)
ad-thursday-sheep xyxy=(4,770,169,863)
ad-debentures xyxy=(337,26,499,287)
ad-greenfield xyxy=(337,590,499,651)
column-rule xyxy=(659,26,660,1484)
ad-roxburgh-forge xyxy=(174,825,332,958)
ad-heading: THE COMBINATION COMPANY xyxy=(528,408,633,431)
ad-signature: L. C. HOLMES, Town Clerk. Lawrence Council Chambers, October 13th, 1874. xyxy=(358,260,496,282)
ad-firm-name: ALEXANDER HUMPHREY, xyxy=(372,1135,464,1158)
ad-body: CAPSTICK, DUTHIE, AND CO., will hold their Monthly Sale at Mr. Coghill's Yards, Bridge Hotel, Havelock, on WEDNESDAY, 25th NOVEMBER, at 1 o'clock. Parties desirous of sending Stock will please forward particulars as early as possible to the Auctioneers, Tokomairiro, to announce same by advertisement. CAPSTICK, DUTHIE, AND CO., will hold their Monthly Sale of Stock at Mr. M'Kegg's Yards, Wallace House, Tairei Ferry, on TUESDAY, 17th NOVEMBER, at one o'clock. Parties desirous of forwarding Stock will please send particulars as early as possible to the Auctioneers, Tokomairiro, to announce same by advertisement. xyxy=(7,864,166,1036)
ad-auctioneer-name: WILLIAM HAYES xyxy=(19,188,154,203)
